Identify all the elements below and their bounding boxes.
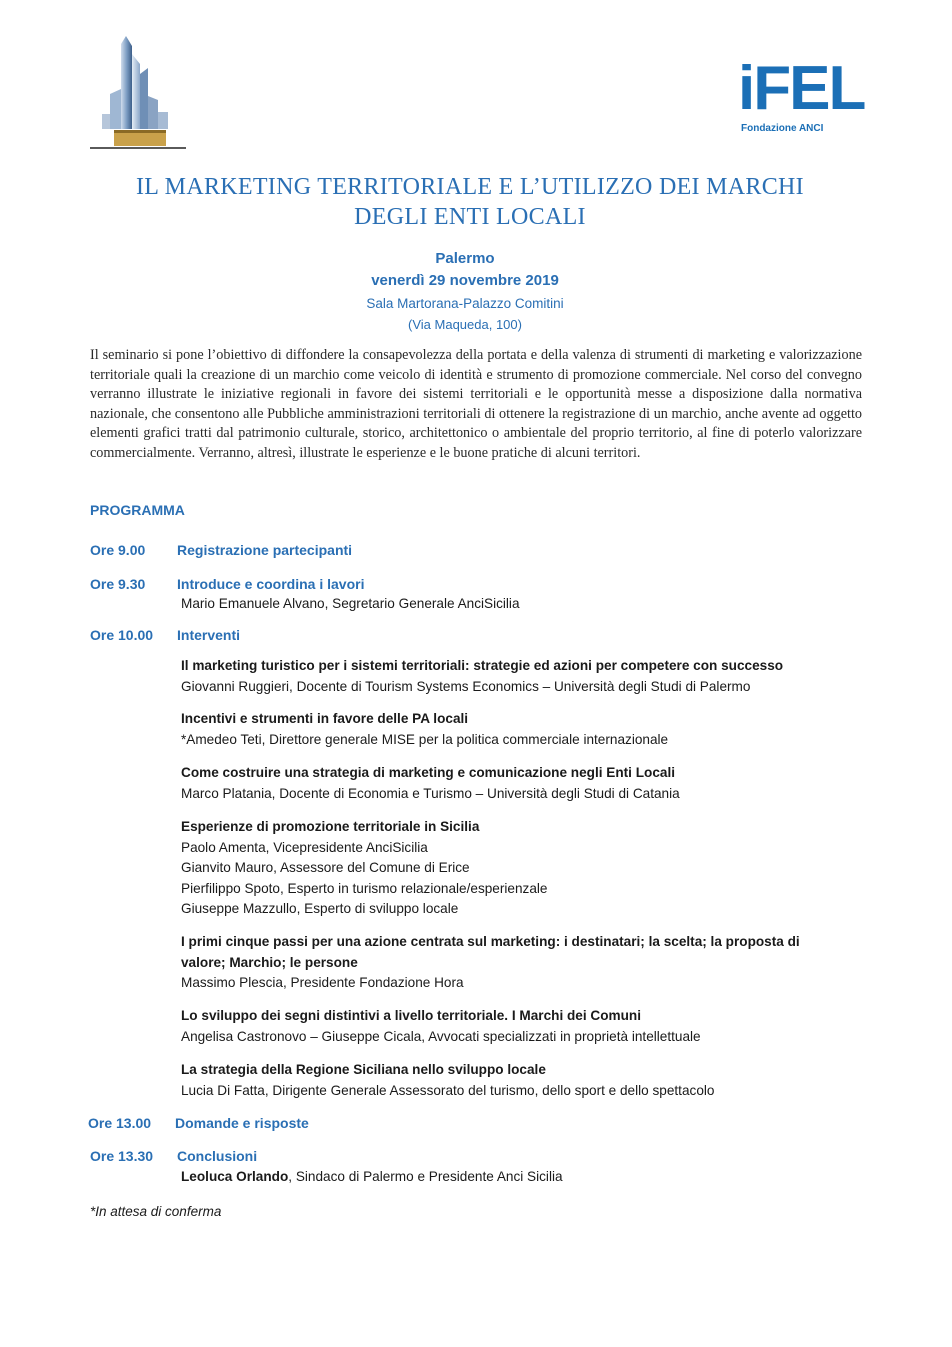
schedule-time-4: Ore 13.00 xyxy=(88,1115,152,1131)
talk-speaker: Lucia Di Fatta, Dirigente Generale Assessorato del turismo, dello sport e dello spettacolo xyxy=(181,1082,715,1098)
schedule-time-2: Ore 9.30 xyxy=(90,576,146,592)
footnote: *In attesa di conferma xyxy=(90,1204,222,1219)
schedule-time-3: Ore 10.00 xyxy=(90,627,154,643)
talk-title: I primi cinque passi per una azione centrata sul marketing: i destinatari; la scelta; la proposta di xyxy=(181,934,800,949)
talk-title: La strategia della Regione Siciliana nello sviluppo locale xyxy=(181,1062,546,1077)
ifel-logo-subtitle: Fondazione ANCI xyxy=(741,123,824,134)
talk-speaker: Giuseppe Mazzullo, Esperto di sviluppo locale xyxy=(181,901,459,916)
talk-item xyxy=(181,817,861,920)
event-address: (Via Maqueda, 100) xyxy=(408,317,522,332)
page-title xyxy=(60,172,880,232)
closing-speaker-role: , Sindaco di Palermo e Presidente Anci Sicilia xyxy=(288,1169,563,1184)
ifel-logo-word: iFEL xyxy=(738,54,865,123)
talk-item xyxy=(181,1060,861,1101)
talk-item xyxy=(181,763,861,804)
talk-item xyxy=(181,709,861,750)
talk-title: Come costruire una strategia di marketing e comunicazione negli Enti Locali xyxy=(181,765,676,780)
talk-item xyxy=(181,1006,861,1047)
schedule-title-3: Interventi xyxy=(177,627,241,643)
talk-speaker: Angelisa Castronovo – Giuseppe Cicala, Avvocati specializzati in proprietà intellettuale xyxy=(181,1028,701,1044)
ifel-logo xyxy=(738,54,865,140)
closing-speaker xyxy=(181,1169,563,1184)
talk-speaker: *Amedeo Teti, Direttore generale MISE per la politica commerciale internazionale xyxy=(181,731,669,747)
schedule-time-5: Ore 13.30 xyxy=(90,1148,154,1164)
schedule-title-2: Introduce e coordina i lavori xyxy=(177,576,365,592)
talk-speaker: Massimo Plescia, Presidente Fondazione Hora xyxy=(181,975,464,990)
talk-item xyxy=(181,656,861,697)
schedule-title-4: Domande e risposte xyxy=(175,1115,309,1131)
skyscraper-logo xyxy=(88,34,188,154)
schedule-time-1: Ore 9.00 xyxy=(90,542,146,558)
talk-speaker: Giovanni Ruggieri, Docente di Tourism Systems Economics – Università degli Studi di Palermo xyxy=(181,678,751,694)
programma-heading: PROGRAMMA xyxy=(90,502,185,518)
talk-title: Lo sviluppo dei segni distintivi a livello territoriale. I Marchi dei Comuni xyxy=(181,1008,642,1023)
talk-item xyxy=(181,932,861,994)
schedule-title-5: Conclusioni xyxy=(177,1148,258,1164)
event-date: venerdì 29 novembre 2019 xyxy=(371,272,559,289)
schedule-detail-2: Mario Emanuele Alvano, Segretario Generale AnciSicilia xyxy=(181,596,520,611)
talk-speaker: Marco Platania, Docente di Economia e Turismo – Università degli Studi di Catania xyxy=(181,785,680,801)
closing-speaker-name: Leoluca Orlando xyxy=(181,1169,289,1184)
title-line-1: IL MARKETING TERRITORIALE E L’UTILIZZO DEI MARCHI xyxy=(136,174,804,200)
intro-paragraph: Il seminario si pone l’obiettivo di diffondere la consapevolezza della portata e della valenza di strumenti di marketing e valorizzazione territoriale quali la creazione di un marchio come veicolo di identità e strumento di promozione commerciale. Nel corso del convegno verranno illustrate le iniziative regionali in favore dei sistemi territoriali e le opportunità messe a disposizione dalla normativa nazionale, che consentono alle Pubbliche amministrazioni territoriali di ottenere la registrazione di un marchio, anche avente ad oggetto elementi grafici tratti dal patrimonio culturale, storico, architettonico o ambientale del proprio territorio, al fine di poterlo valorizzare commercialmente. Verranno, altresì, illustrate le esperienze e le buone pratiche di alcuni territori. xyxy=(90,347,862,461)
talk-speaker: Gianvito Mauro, Assessore del Comune di Erice xyxy=(181,860,470,875)
talk-title-continued: valore; Marchio; le persone xyxy=(181,954,358,970)
talk-title: Il marketing turistico per i sistemi territoriali: strategie ed azioni per competere con successo xyxy=(181,658,784,673)
talk-speaker: Paolo Amenta, Vicepresidente AnciSicilia xyxy=(181,839,428,855)
event-city: Palermo xyxy=(435,250,495,267)
talk-title: Incentivi e strumenti in favore delle PA locali xyxy=(181,711,469,726)
event-venue: Sala Martorana-Palazzo Comitini xyxy=(366,296,564,311)
talk-speaker: Pierfilippo Spoto, Esperto in turismo relazionale/esperienzale xyxy=(181,880,548,896)
talk-title: Esperienze di promozione territoriale in Sicilia xyxy=(181,819,480,834)
title-line-2: DEGLI ENTI LOCALI xyxy=(354,204,586,230)
schedule-title-1: Registrazione partecipanti xyxy=(177,542,353,558)
